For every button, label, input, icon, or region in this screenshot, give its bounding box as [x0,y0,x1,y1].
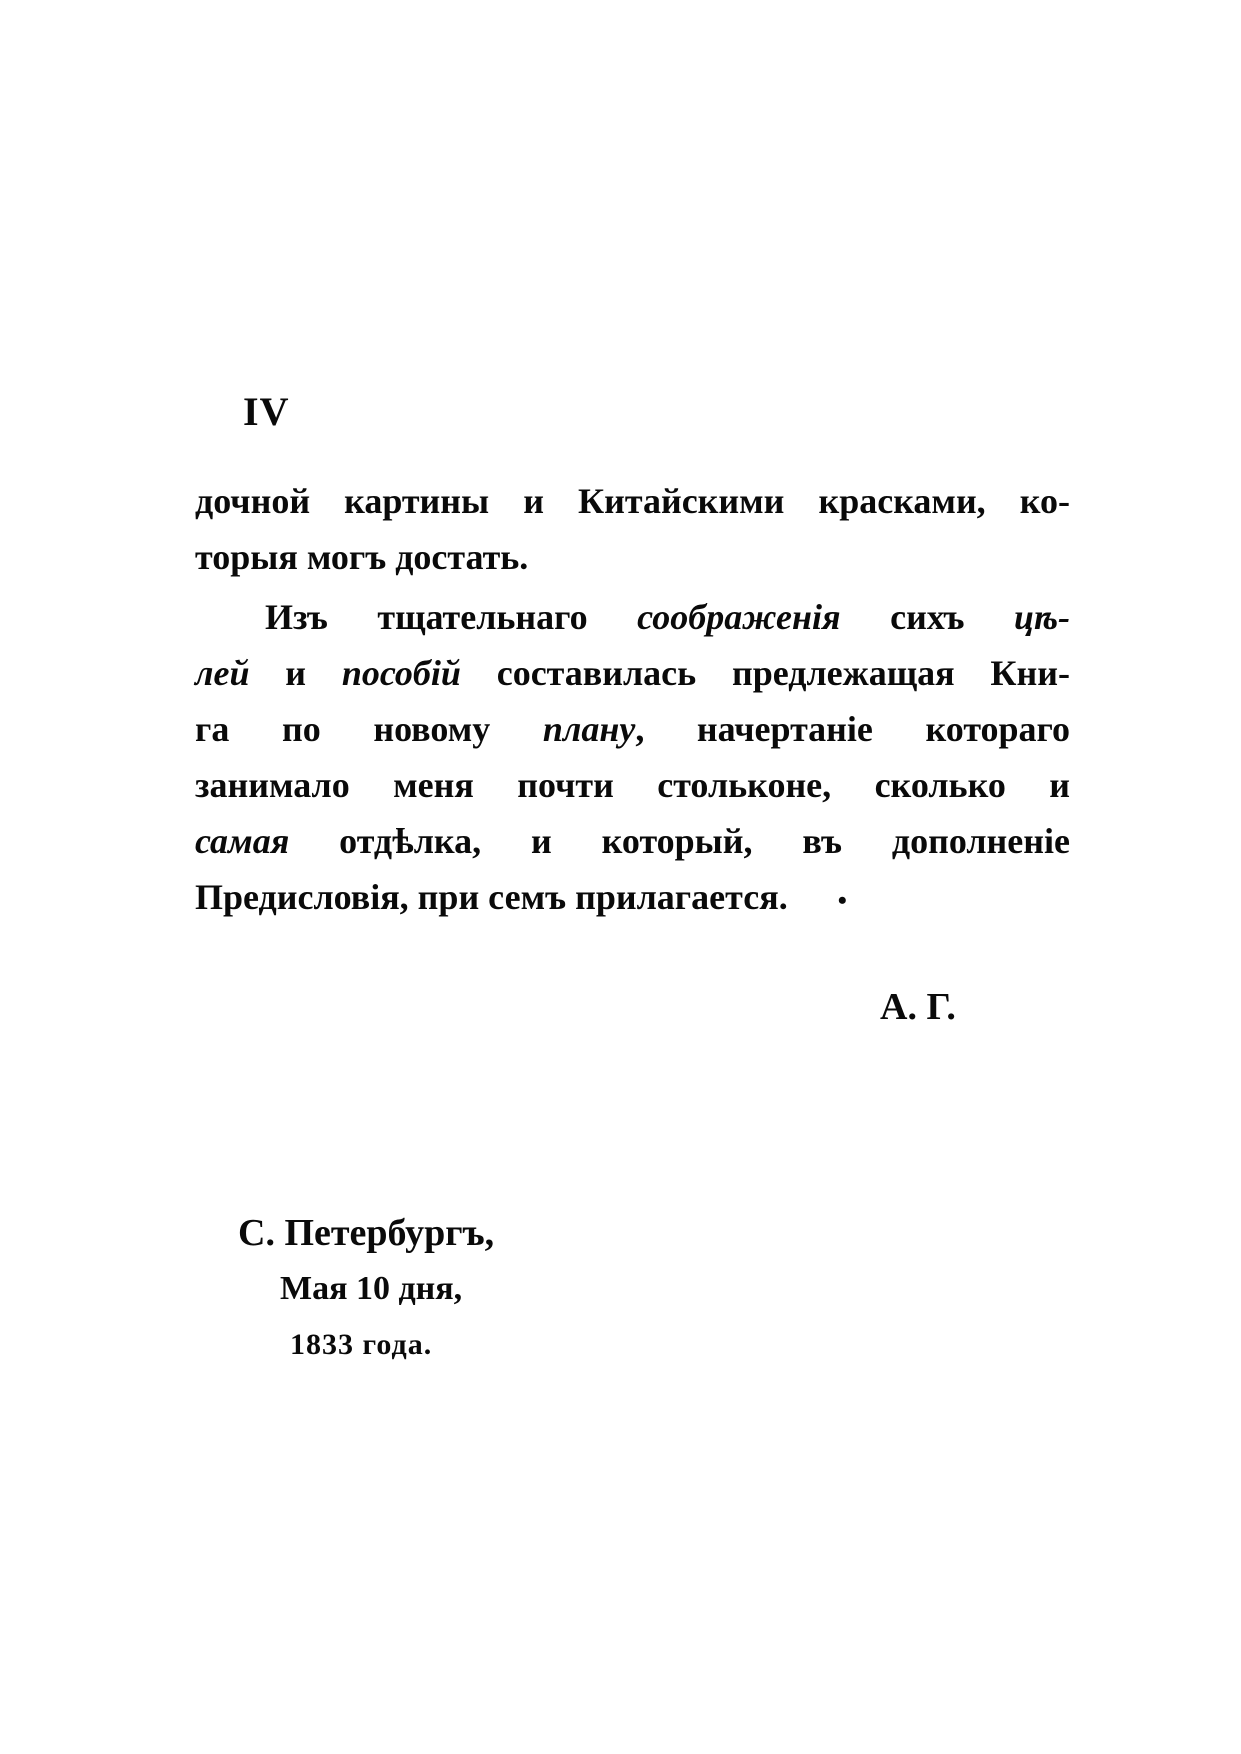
text-run: и [249,653,342,693]
text-line [195,645,1070,701]
text-run: Изъ тщательнаго [265,597,638,637]
dateline-year: 1833 года. [290,1328,433,1361]
bullet-mark: • [837,886,847,915]
text-run: , начертаніе котораго [635,709,1071,749]
text-run: занимало меня почти стольконе, сколько и [195,765,1070,805]
italic-run: цѣ- [1013,597,1071,637]
text-line [195,869,1070,925]
text-run: составилась предлежащая Кни- [460,653,1070,693]
body-text [195,473,1070,925]
dateline-date: Мая 10 дня, [280,1270,463,1307]
text-line [195,529,1070,585]
italic-run: самая [195,821,290,861]
signature-initials: А. Г. [880,986,956,1028]
text-run: Предисловія, при семъ прилагается. [195,877,788,917]
italic-run: плану [542,709,636,749]
text-run: дочной картины и Китайскими красками, ко- [195,481,1070,521]
dateline-place: С. Петербургъ, [238,1212,495,1254]
text-line [195,757,1070,813]
text-run: отдѣлка, и который, въ дополненіе [289,821,1070,861]
italic-run: лей [195,653,250,693]
text-run: сихъ [840,597,1014,637]
text-line [195,589,1070,645]
text-run: торыя могъ достать. [195,537,529,577]
italic-run: пособій [341,653,461,693]
text-run: га по новому [195,709,543,749]
dateline [230,1205,550,1373]
text-line [195,813,1070,869]
page-number: IV [243,389,290,434]
text-line [195,701,1070,757]
text-line [195,473,1070,529]
italic-run: соображенія [637,597,841,637]
